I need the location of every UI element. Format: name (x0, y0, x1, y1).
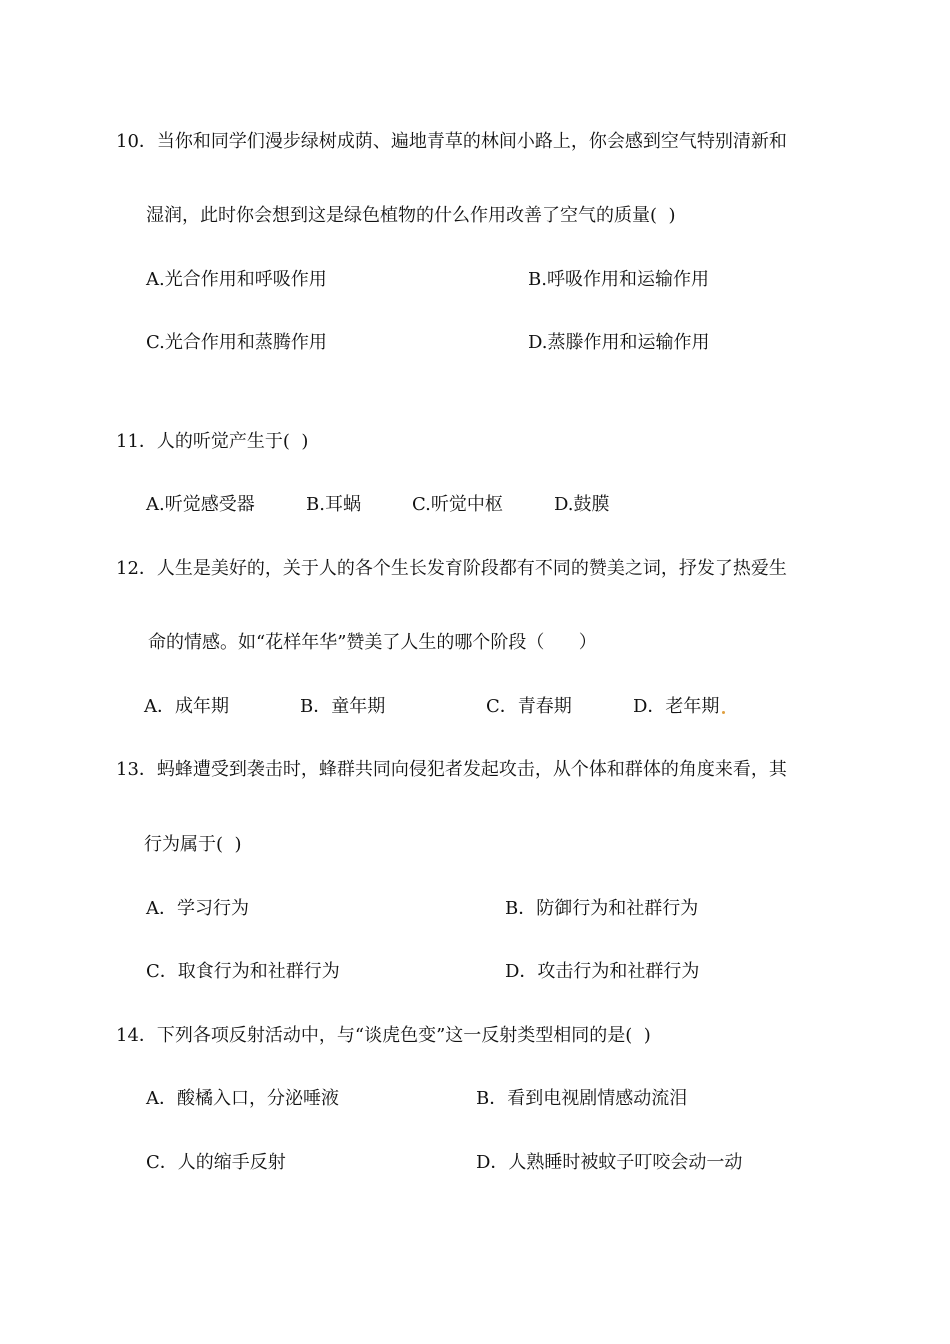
q11-option-d: D.鼓膜 (554, 494, 610, 515)
q10-stem-line-1: 10．当你和同学们漫步绿树成荫、遍地青草的林间小路上，你会感到空气特别清新和 (116, 131, 787, 152)
q12-option-d: D．老年期 (633, 696, 720, 717)
q12-stem-line-1: 12．人生是美好的，关于人的各个生长发育阶段都有不同的赞美之词，抒发了热爱生 (116, 558, 787, 579)
q14-option-d: D．人熟睡时被蚊子叮咬会动一动 (476, 1152, 743, 1173)
q12-stem-line-2: 命的情感。如“花样年华”赞美了人生的哪个阶段（ ） (148, 632, 597, 653)
q12-option-c: C．青春期 (486, 696, 572, 717)
q12-option-b: B．童年期 (300, 696, 386, 717)
q13-option-d: D．攻击行为和社群行为 (505, 961, 700, 982)
q14-stem: 14．下列各项反射活动中，与“谈虎色变”这一反射类型相同的是( ) (116, 1025, 651, 1046)
q11-stem: 11．人的听觉产生于( ) (116, 431, 309, 452)
q11-option-c: C.听觉中枢 (412, 494, 503, 515)
q10-option-d: D.蒸滕作用和运输作用 (528, 332, 710, 353)
q10-stem-line-2: 湿润，此时你会想到这是绿色植物的什么作用改善了空气的质量( ) (146, 205, 676, 226)
q14-option-c: C．人的缩手反射 (146, 1152, 286, 1173)
q13-stem-line-2: 行为属于( ) (144, 834, 242, 855)
q12-option-a: A．成年期 (144, 696, 229, 717)
q13-option-c: C．取食行为和社群行为 (146, 961, 340, 982)
q13-option-b: B．防御行为和社群行为 (505, 898, 699, 919)
q14-option-a: A．酸橘入口，分泌唾液 (146, 1088, 339, 1109)
q13-stem-line-1: 13．蚂蜂遭受到袭击时，蜂群共同向侵犯者发起攻击，从个体和群体的角度来看，其 (116, 759, 787, 780)
q10-option-b: B.呼吸作用和运输作用 (528, 269, 709, 290)
q10-option-c: C.光合作用和蒸腾作用 (146, 332, 327, 353)
stray-mark (722, 711, 725, 714)
q14-option-b: B．看到电视剧情感动流泪 (476, 1088, 688, 1109)
q11-option-b: B.耳蜗 (306, 494, 361, 515)
q10-option-a: A.光合作用和呼吸作用 (146, 269, 327, 290)
q11-option-a: A.听觉感受器 (146, 494, 255, 515)
q13-option-a: A．学习行为 (146, 898, 249, 919)
